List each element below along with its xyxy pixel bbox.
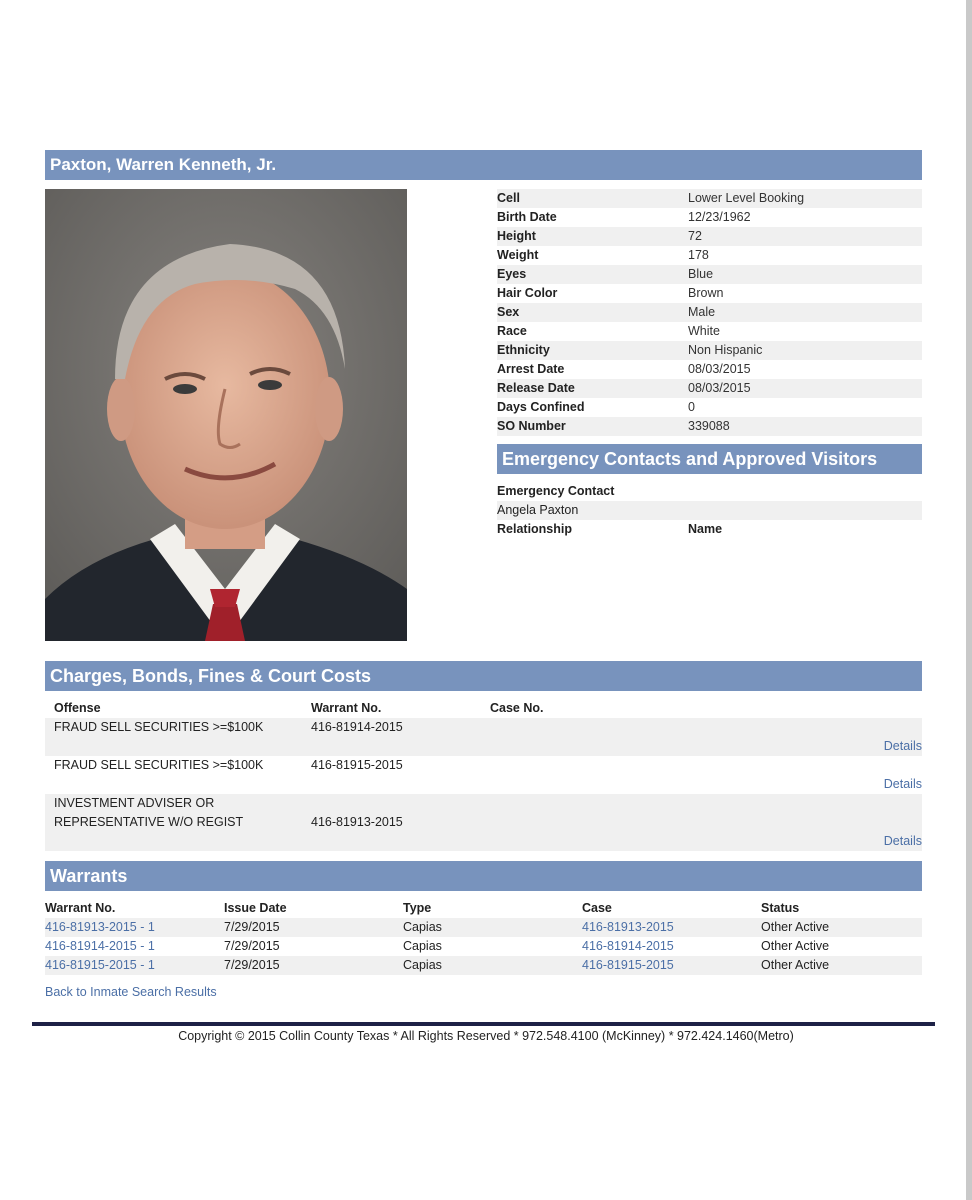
relationship-label: Relationship bbox=[497, 522, 573, 536]
warrant-case-link[interactable]: 416-81913-2015 bbox=[582, 920, 674, 934]
charge-row bbox=[45, 756, 922, 794]
warrant-no-link[interactable]: 416-81915-2015 - 1 bbox=[45, 958, 155, 972]
footer-divider bbox=[32, 1022, 935, 1026]
inmate-details bbox=[497, 189, 922, 436]
warrant-status: Other Active bbox=[761, 958, 830, 972]
warrant-issue-date: 7/29/2015 bbox=[224, 958, 280, 972]
warrant-no-link[interactable]: 416-81914-2015 - 1 bbox=[45, 939, 155, 953]
warrant-type: Capias bbox=[403, 920, 442, 934]
booking-photo bbox=[45, 189, 407, 641]
detail-row-race bbox=[497, 322, 922, 341]
emergency-contacts bbox=[497, 482, 922, 539]
charge-warrant-no: 416-81913-2015 bbox=[311, 815, 403, 829]
back-to-search-link[interactable]: Back to Inmate Search Results bbox=[45, 985, 217, 999]
detail-value: White bbox=[688, 324, 720, 338]
warrant-issue-date: 7/29/2015 bbox=[224, 920, 280, 934]
charge-offense: FRAUD SELL SECURITIES >=$100K bbox=[54, 720, 264, 734]
warrant-row bbox=[45, 937, 922, 956]
detail-row-days-confined bbox=[497, 398, 922, 417]
detail-row-weight bbox=[497, 246, 922, 265]
charges-header: Charges, Bonds, Fines & Court Costs bbox=[45, 661, 922, 691]
warrants-table bbox=[45, 899, 922, 975]
charge-warrant-no: 416-81914-2015 bbox=[311, 720, 403, 734]
detail-value: 72 bbox=[688, 229, 702, 243]
detail-row-birth-date bbox=[497, 208, 922, 227]
emergency-contact-label-row bbox=[497, 482, 922, 501]
detail-label: Sex bbox=[497, 305, 520, 319]
detail-value: Brown bbox=[688, 286, 724, 300]
warrant-case-link[interactable]: 416-81915-2015 bbox=[582, 958, 674, 972]
col-offense: Offense bbox=[54, 701, 101, 715]
detail-row-sex bbox=[497, 303, 922, 322]
detail-value: 08/03/2015 bbox=[688, 381, 751, 395]
charge-offense-line2: REPRESENTATIVE W/O REGIST bbox=[54, 815, 244, 829]
warrants-header: Warrants bbox=[45, 861, 922, 891]
detail-row-cell bbox=[497, 189, 922, 208]
detail-label: Height bbox=[497, 229, 536, 243]
col-warrant-no: Warrant No. bbox=[311, 701, 382, 715]
emergency-contact-name: Angela Paxton bbox=[497, 503, 579, 517]
detail-label: SO Number bbox=[497, 419, 566, 433]
charges-table bbox=[45, 699, 922, 851]
detail-label: Birth Date bbox=[497, 210, 557, 224]
charge-details-link[interactable]: Details bbox=[883, 739, 922, 753]
warrant-issue-date: 7/29/2015 bbox=[224, 939, 280, 953]
detail-row-ethnicity bbox=[497, 341, 922, 360]
booking-photo-image bbox=[45, 189, 407, 641]
col-status: Status bbox=[761, 901, 800, 915]
warrant-row bbox=[45, 918, 922, 937]
emergency-contact-label: Emergency Contact bbox=[497, 484, 615, 498]
inmate-name-header: Paxton, Warren Kenneth, Jr. bbox=[45, 150, 922, 180]
col-type: Type bbox=[403, 901, 432, 915]
warrant-status: Other Active bbox=[761, 920, 830, 934]
detail-label: Ethnicity bbox=[497, 343, 550, 357]
name-label: Name bbox=[688, 522, 723, 536]
col-case: Case bbox=[582, 901, 612, 915]
warrant-status: Other Active bbox=[761, 939, 830, 953]
detail-value: 0 bbox=[688, 400, 695, 414]
detail-row-hair-color bbox=[497, 284, 922, 303]
col-case-no: Case No. bbox=[490, 701, 544, 715]
detail-label: Race bbox=[497, 324, 527, 338]
detail-value: 339088 bbox=[688, 419, 730, 433]
detail-label: Hair Color bbox=[497, 286, 558, 300]
emergency-contacts-header: Emergency Contacts and Approved Visitors bbox=[497, 444, 922, 474]
copyright-footer: Copyright © 2015 Collin County Texas * All Rights Reserved * 972.548.4100 (McKinney) * 972.424.1460(Metro) bbox=[178, 1029, 794, 1043]
detail-value: Lower Level Booking bbox=[688, 191, 805, 205]
page-edge bbox=[966, 0, 972, 1200]
detail-label: Arrest Date bbox=[497, 362, 565, 376]
warrant-no-link[interactable]: 416-81913-2015 - 1 bbox=[45, 920, 155, 934]
charge-details-link[interactable]: Details bbox=[883, 777, 922, 791]
detail-row-arrest-date bbox=[497, 360, 922, 379]
emergency-contact-name-row bbox=[497, 501, 922, 520]
detail-label: Eyes bbox=[497, 267, 527, 281]
warrant-case-link[interactable]: 416-81914-2015 bbox=[582, 939, 674, 953]
charge-row bbox=[45, 718, 922, 756]
visitor-header-row bbox=[497, 520, 922, 539]
detail-label: Weight bbox=[497, 248, 539, 262]
charge-offense: INVESTMENT ADVISER OR bbox=[54, 796, 215, 810]
warrant-row bbox=[45, 956, 922, 975]
col-issue-date: Issue Date bbox=[224, 901, 287, 915]
detail-row-eyes bbox=[497, 265, 922, 284]
detail-value: 178 bbox=[688, 248, 709, 262]
warrant-type: Capias bbox=[403, 958, 442, 972]
detail-label: Release Date bbox=[497, 381, 575, 395]
warrants-table-header bbox=[45, 899, 922, 918]
detail-row-so-number bbox=[497, 417, 922, 436]
detail-value: 08/03/2015 bbox=[688, 362, 751, 376]
detail-value: Male bbox=[688, 305, 716, 319]
detail-row-release-date bbox=[497, 379, 922, 398]
detail-row-height bbox=[497, 227, 922, 246]
detail-value: 12/23/1962 bbox=[688, 210, 751, 224]
charge-row bbox=[45, 794, 922, 851]
charges-table-header bbox=[45, 699, 922, 718]
detail-label: Days Confined bbox=[497, 400, 585, 414]
col-warrant-no: Warrant No. bbox=[45, 901, 116, 915]
charge-details-link[interactable]: Details bbox=[883, 834, 922, 848]
detail-value: Non Hispanic bbox=[688, 343, 763, 357]
detail-label: Cell bbox=[497, 191, 520, 205]
detail-value: Blue bbox=[688, 267, 714, 281]
warrant-type: Capias bbox=[403, 939, 442, 953]
charge-warrant-no: 416-81915-2015 bbox=[311, 758, 403, 772]
charge-offense: FRAUD SELL SECURITIES >=$100K bbox=[54, 758, 264, 772]
